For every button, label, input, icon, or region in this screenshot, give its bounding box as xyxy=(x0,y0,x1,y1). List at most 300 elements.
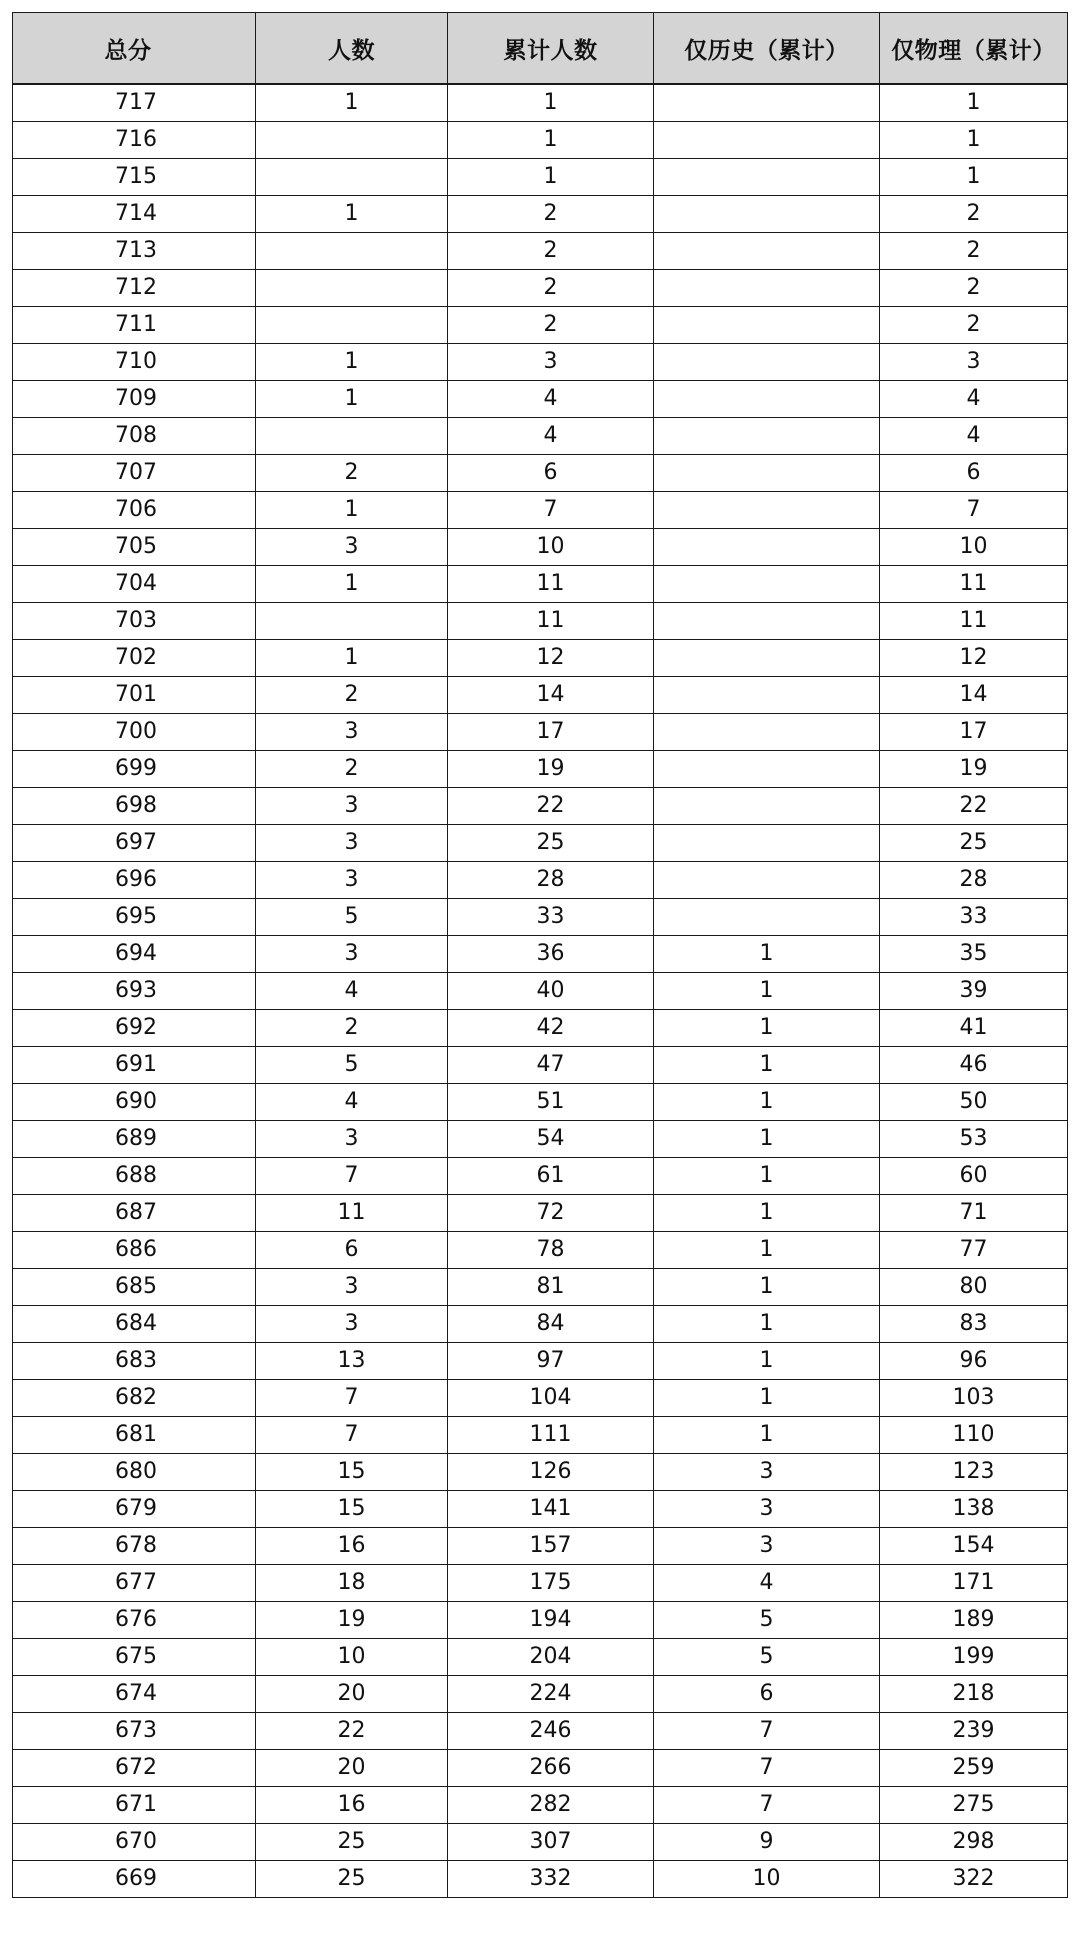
cell-cumulative-count: 40 xyxy=(448,973,654,1010)
header-history-only-cumulative: 仅历史（累计） xyxy=(654,13,880,85)
cell-cumulative-count: 28 xyxy=(448,862,654,899)
table-row xyxy=(13,1047,1068,1084)
cell-history-only-cumulative: 6 xyxy=(654,1676,880,1713)
cell-count: 2 xyxy=(256,677,448,714)
table-row xyxy=(13,270,1068,307)
cell-history-only-cumulative: 9 xyxy=(654,1824,880,1861)
cell-count: 11 xyxy=(256,1195,448,1232)
cell-total-score: 703 xyxy=(13,603,256,640)
cell-history-only-cumulative: 7 xyxy=(654,1713,880,1750)
table-row xyxy=(13,1528,1068,1565)
cell-history-only-cumulative xyxy=(654,677,880,714)
cell-physics-only-cumulative: 35 xyxy=(880,936,1068,973)
cell-history-only-cumulative xyxy=(654,344,880,381)
cell-physics-only-cumulative: 77 xyxy=(880,1232,1068,1269)
cell-history-only-cumulative: 1 xyxy=(654,1417,880,1454)
header-physics-only-cumulative: 仅物理（累计） xyxy=(880,13,1068,85)
table-row xyxy=(13,788,1068,825)
cell-total-score: 673 xyxy=(13,1713,256,1750)
table-row xyxy=(13,1750,1068,1787)
cell-total-score: 713 xyxy=(13,233,256,270)
cell-cumulative-count: 175 xyxy=(448,1565,654,1602)
cell-count: 18 xyxy=(256,1565,448,1602)
cell-cumulative-count: 307 xyxy=(448,1824,654,1861)
cell-physics-only-cumulative: 80 xyxy=(880,1269,1068,1306)
table-row xyxy=(13,1639,1068,1676)
cell-history-only-cumulative: 4 xyxy=(654,1565,880,1602)
cell-physics-only-cumulative: 17 xyxy=(880,714,1068,751)
cell-total-score: 686 xyxy=(13,1232,256,1269)
cell-count: 7 xyxy=(256,1380,448,1417)
cell-count: 3 xyxy=(256,529,448,566)
cell-count: 4 xyxy=(256,1084,448,1121)
table-row xyxy=(13,1121,1068,1158)
header-cumulative-count: 累计人数 xyxy=(448,13,654,85)
cell-count: 7 xyxy=(256,1417,448,1454)
cell-history-only-cumulative xyxy=(654,640,880,677)
cell-cumulative-count: 51 xyxy=(448,1084,654,1121)
cell-cumulative-count: 54 xyxy=(448,1121,654,1158)
cell-total-score: 717 xyxy=(13,84,256,122)
cell-total-score: 672 xyxy=(13,1750,256,1787)
cell-physics-only-cumulative: 1 xyxy=(880,122,1068,159)
table-row xyxy=(13,1343,1068,1380)
cell-cumulative-count: 25 xyxy=(448,825,654,862)
cell-count: 20 xyxy=(256,1676,448,1713)
cell-count xyxy=(256,159,448,196)
cell-physics-only-cumulative: 239 xyxy=(880,1713,1068,1750)
cell-total-score: 677 xyxy=(13,1565,256,1602)
cell-history-only-cumulative: 1 xyxy=(654,1084,880,1121)
cell-physics-only-cumulative: 7 xyxy=(880,492,1068,529)
cell-count: 2 xyxy=(256,751,448,788)
cell-history-only-cumulative: 7 xyxy=(654,1750,880,1787)
cell-history-only-cumulative xyxy=(654,825,880,862)
cell-count: 3 xyxy=(256,825,448,862)
table-row xyxy=(13,640,1068,677)
header-total-score: 总分 xyxy=(13,13,256,85)
cell-total-score: 714 xyxy=(13,196,256,233)
cell-physics-only-cumulative: 41 xyxy=(880,1010,1068,1047)
cell-count: 1 xyxy=(256,196,448,233)
cell-total-score: 676 xyxy=(13,1602,256,1639)
cell-physics-only-cumulative: 19 xyxy=(880,751,1068,788)
cell-total-score: 701 xyxy=(13,677,256,714)
cell-total-score: 691 xyxy=(13,1047,256,1084)
cell-physics-only-cumulative: 83 xyxy=(880,1306,1068,1343)
cell-count: 25 xyxy=(256,1861,448,1898)
cell-cumulative-count: 42 xyxy=(448,1010,654,1047)
cell-history-only-cumulative xyxy=(654,714,880,751)
table-row xyxy=(13,1158,1068,1195)
cell-total-score: 679 xyxy=(13,1491,256,1528)
cell-total-score: 674 xyxy=(13,1676,256,1713)
cell-total-score: 715 xyxy=(13,159,256,196)
cell-count: 3 xyxy=(256,788,448,825)
cell-physics-only-cumulative: 275 xyxy=(880,1787,1068,1824)
cell-physics-only-cumulative: 171 xyxy=(880,1565,1068,1602)
cell-total-score: 681 xyxy=(13,1417,256,1454)
cell-physics-only-cumulative: 154 xyxy=(880,1528,1068,1565)
table-row xyxy=(13,1602,1068,1639)
cell-history-only-cumulative xyxy=(654,862,880,899)
cell-physics-only-cumulative: 33 xyxy=(880,899,1068,936)
table-row xyxy=(13,492,1068,529)
table-row xyxy=(13,1010,1068,1047)
cell-history-only-cumulative: 5 xyxy=(654,1639,880,1676)
cell-cumulative-count: 1 xyxy=(448,159,654,196)
cell-history-only-cumulative: 1 xyxy=(654,1269,880,1306)
cell-count xyxy=(256,270,448,307)
cell-history-only-cumulative: 10 xyxy=(654,1861,880,1898)
cell-cumulative-count: 14 xyxy=(448,677,654,714)
cell-physics-only-cumulative: 14 xyxy=(880,677,1068,714)
header-row xyxy=(13,13,1068,85)
cell-total-score: 702 xyxy=(13,640,256,677)
table-row xyxy=(13,233,1068,270)
cell-count: 3 xyxy=(256,862,448,899)
table-row xyxy=(13,936,1068,973)
cell-physics-only-cumulative: 11 xyxy=(880,566,1068,603)
cell-history-only-cumulative: 7 xyxy=(654,1787,880,1824)
cell-physics-only-cumulative: 39 xyxy=(880,973,1068,1010)
cell-history-only-cumulative: 1 xyxy=(654,1158,880,1195)
table-row xyxy=(13,1787,1068,1824)
table-row xyxy=(13,159,1068,196)
cell-history-only-cumulative xyxy=(654,899,880,936)
cell-physics-only-cumulative: 2 xyxy=(880,233,1068,270)
cell-physics-only-cumulative: 123 xyxy=(880,1454,1068,1491)
cell-physics-only-cumulative: 60 xyxy=(880,1158,1068,1195)
table-row xyxy=(13,825,1068,862)
cell-total-score: 690 xyxy=(13,1084,256,1121)
cell-total-score: 683 xyxy=(13,1343,256,1380)
cell-physics-only-cumulative: 2 xyxy=(880,196,1068,233)
cell-cumulative-count: 6 xyxy=(448,455,654,492)
cell-cumulative-count: 12 xyxy=(448,640,654,677)
table-row xyxy=(13,677,1068,714)
cell-cumulative-count: 111 xyxy=(448,1417,654,1454)
cell-physics-only-cumulative: 50 xyxy=(880,1084,1068,1121)
cell-count: 2 xyxy=(256,455,448,492)
cell-count: 1 xyxy=(256,381,448,418)
cell-cumulative-count: 2 xyxy=(448,196,654,233)
cell-history-only-cumulative: 1 xyxy=(654,1047,880,1084)
cell-total-score: 685 xyxy=(13,1269,256,1306)
cell-count xyxy=(256,233,448,270)
cell-history-only-cumulative: 1 xyxy=(654,1380,880,1417)
cell-total-score: 711 xyxy=(13,307,256,344)
cell-cumulative-count: 157 xyxy=(448,1528,654,1565)
cell-count xyxy=(256,307,448,344)
table-row xyxy=(13,455,1068,492)
cell-physics-only-cumulative: 4 xyxy=(880,418,1068,455)
cell-total-score: 708 xyxy=(13,418,256,455)
cell-history-only-cumulative xyxy=(654,529,880,566)
cell-count: 1 xyxy=(256,640,448,677)
table-row xyxy=(13,1084,1068,1121)
cell-count: 6 xyxy=(256,1232,448,1269)
cell-physics-only-cumulative: 138 xyxy=(880,1491,1068,1528)
cell-cumulative-count: 1 xyxy=(448,122,654,159)
cell-history-only-cumulative: 3 xyxy=(654,1454,880,1491)
cell-cumulative-count: 224 xyxy=(448,1676,654,1713)
cell-cumulative-count: 266 xyxy=(448,1750,654,1787)
cell-total-score: 675 xyxy=(13,1639,256,1676)
table-row xyxy=(13,84,1068,122)
table-row xyxy=(13,307,1068,344)
cell-count: 3 xyxy=(256,936,448,973)
cell-history-only-cumulative xyxy=(654,196,880,233)
cell-total-score: 705 xyxy=(13,529,256,566)
cell-count: 1 xyxy=(256,566,448,603)
cell-history-only-cumulative: 1 xyxy=(654,973,880,1010)
cell-count: 4 xyxy=(256,973,448,1010)
cell-history-only-cumulative: 3 xyxy=(654,1528,880,1565)
cell-history-only-cumulative xyxy=(654,566,880,603)
table-row xyxy=(13,1861,1068,1898)
cell-cumulative-count: 282 xyxy=(448,1787,654,1824)
table-row xyxy=(13,973,1068,1010)
cell-history-only-cumulative: 1 xyxy=(654,1195,880,1232)
cell-cumulative-count: 97 xyxy=(448,1343,654,1380)
cell-count: 2 xyxy=(256,1010,448,1047)
table-row xyxy=(13,603,1068,640)
cell-total-score: 716 xyxy=(13,122,256,159)
cell-total-score: 699 xyxy=(13,751,256,788)
cell-total-score: 696 xyxy=(13,862,256,899)
cell-cumulative-count: 19 xyxy=(448,751,654,788)
cell-cumulative-count: 36 xyxy=(448,936,654,973)
cell-cumulative-count: 84 xyxy=(448,1306,654,1343)
cell-cumulative-count: 104 xyxy=(448,1380,654,1417)
cell-physics-only-cumulative: 11 xyxy=(880,603,1068,640)
cell-history-only-cumulative xyxy=(654,492,880,529)
header-count: 人数 xyxy=(256,13,448,85)
cell-physics-only-cumulative: 259 xyxy=(880,1750,1068,1787)
cell-cumulative-count: 2 xyxy=(448,233,654,270)
table-row xyxy=(13,1232,1068,1269)
cell-total-score: 669 xyxy=(13,1861,256,1898)
table-row xyxy=(13,344,1068,381)
cell-total-score: 710 xyxy=(13,344,256,381)
cell-total-score: 698 xyxy=(13,788,256,825)
cell-history-only-cumulative: 1 xyxy=(654,1343,880,1380)
cell-total-score: 704 xyxy=(13,566,256,603)
cell-cumulative-count: 246 xyxy=(448,1713,654,1750)
cell-history-only-cumulative xyxy=(654,603,880,640)
cell-physics-only-cumulative: 96 xyxy=(880,1343,1068,1380)
cell-total-score: 684 xyxy=(13,1306,256,1343)
cell-physics-only-cumulative: 199 xyxy=(880,1639,1068,1676)
cell-cumulative-count: 22 xyxy=(448,788,654,825)
cell-total-score: 693 xyxy=(13,973,256,1010)
table-row xyxy=(13,418,1068,455)
cell-cumulative-count: 10 xyxy=(448,529,654,566)
cell-physics-only-cumulative: 110 xyxy=(880,1417,1068,1454)
cell-cumulative-count: 2 xyxy=(448,307,654,344)
cell-total-score: 697 xyxy=(13,825,256,862)
cell-physics-only-cumulative: 25 xyxy=(880,825,1068,862)
cell-cumulative-count: 47 xyxy=(448,1047,654,1084)
cell-physics-only-cumulative: 103 xyxy=(880,1380,1068,1417)
cell-cumulative-count: 81 xyxy=(448,1269,654,1306)
table-row xyxy=(13,862,1068,899)
cell-history-only-cumulative xyxy=(654,418,880,455)
cell-history-only-cumulative: 1 xyxy=(654,1121,880,1158)
cell-history-only-cumulative: 1 xyxy=(654,936,880,973)
cell-physics-only-cumulative: 322 xyxy=(880,1861,1068,1898)
cell-total-score: 678 xyxy=(13,1528,256,1565)
cell-total-score: 707 xyxy=(13,455,256,492)
cell-physics-only-cumulative: 12 xyxy=(880,640,1068,677)
cell-cumulative-count: 4 xyxy=(448,381,654,418)
cell-physics-only-cumulative: 4 xyxy=(880,381,1068,418)
cell-count: 10 xyxy=(256,1639,448,1676)
cell-cumulative-count: 61 xyxy=(448,1158,654,1195)
cell-count: 22 xyxy=(256,1713,448,1750)
table-header xyxy=(13,13,1068,85)
cell-count: 3 xyxy=(256,1121,448,1158)
cell-history-only-cumulative xyxy=(654,84,880,122)
cell-physics-only-cumulative: 1 xyxy=(880,84,1068,122)
cell-physics-only-cumulative: 53 xyxy=(880,1121,1068,1158)
table-row xyxy=(13,1713,1068,1750)
cell-total-score: 700 xyxy=(13,714,256,751)
cell-physics-only-cumulative: 298 xyxy=(880,1824,1068,1861)
table-row xyxy=(13,1269,1068,1306)
cell-cumulative-count: 204 xyxy=(448,1639,654,1676)
cell-history-only-cumulative xyxy=(654,233,880,270)
table-body xyxy=(13,84,1068,1898)
cell-cumulative-count: 11 xyxy=(448,566,654,603)
cell-cumulative-count: 1 xyxy=(448,84,654,122)
table-row xyxy=(13,1676,1068,1713)
cell-physics-only-cumulative: 2 xyxy=(880,307,1068,344)
cell-history-only-cumulative xyxy=(654,307,880,344)
cell-count: 1 xyxy=(256,492,448,529)
cell-count: 19 xyxy=(256,1602,448,1639)
cell-cumulative-count: 7 xyxy=(448,492,654,529)
cell-count: 20 xyxy=(256,1750,448,1787)
cell-count: 15 xyxy=(256,1454,448,1491)
cell-cumulative-count: 3 xyxy=(448,344,654,381)
table-row xyxy=(13,381,1068,418)
cell-physics-only-cumulative: 71 xyxy=(880,1195,1068,1232)
cell-history-only-cumulative xyxy=(654,381,880,418)
cell-count: 3 xyxy=(256,1269,448,1306)
cell-physics-only-cumulative: 6 xyxy=(880,455,1068,492)
table-row xyxy=(13,529,1068,566)
cell-history-only-cumulative xyxy=(654,751,880,788)
table-row xyxy=(13,1306,1068,1343)
cell-cumulative-count: 194 xyxy=(448,1602,654,1639)
cell-total-score: 709 xyxy=(13,381,256,418)
cell-total-score: 682 xyxy=(13,1380,256,1417)
cell-count xyxy=(256,122,448,159)
cell-count: 16 xyxy=(256,1787,448,1824)
cell-physics-only-cumulative: 218 xyxy=(880,1676,1068,1713)
cell-count: 1 xyxy=(256,344,448,381)
table-row xyxy=(13,1454,1068,1491)
cell-cumulative-count: 4 xyxy=(448,418,654,455)
cell-total-score: 689 xyxy=(13,1121,256,1158)
table-row xyxy=(13,196,1068,233)
score-distribution-sheet xyxy=(12,12,1067,1898)
cell-history-only-cumulative: 1 xyxy=(654,1232,880,1269)
table-row xyxy=(13,566,1068,603)
cell-cumulative-count: 126 xyxy=(448,1454,654,1491)
cell-physics-only-cumulative: 3 xyxy=(880,344,1068,381)
cell-history-only-cumulative xyxy=(654,159,880,196)
cell-count: 1 xyxy=(256,84,448,122)
cell-count: 5 xyxy=(256,899,448,936)
table-row xyxy=(13,122,1068,159)
cell-cumulative-count: 332 xyxy=(448,1861,654,1898)
cell-total-score: 706 xyxy=(13,492,256,529)
table-row xyxy=(13,751,1068,788)
cell-count: 15 xyxy=(256,1491,448,1528)
cell-history-only-cumulative: 1 xyxy=(654,1010,880,1047)
cell-cumulative-count: 141 xyxy=(448,1491,654,1528)
cell-cumulative-count: 33 xyxy=(448,899,654,936)
cell-total-score: 695 xyxy=(13,899,256,936)
cell-physics-only-cumulative: 46 xyxy=(880,1047,1068,1084)
cell-physics-only-cumulative: 28 xyxy=(880,862,1068,899)
cell-physics-only-cumulative: 2 xyxy=(880,270,1068,307)
cell-count: 25 xyxy=(256,1824,448,1861)
table-row xyxy=(13,1195,1068,1232)
table-row xyxy=(13,1824,1068,1861)
cell-count xyxy=(256,603,448,640)
cell-physics-only-cumulative: 10 xyxy=(880,529,1068,566)
cell-count: 16 xyxy=(256,1528,448,1565)
cell-history-only-cumulative: 5 xyxy=(654,1602,880,1639)
cell-total-score: 692 xyxy=(13,1010,256,1047)
table-row xyxy=(13,1491,1068,1528)
cell-total-score: 670 xyxy=(13,1824,256,1861)
cell-total-score: 694 xyxy=(13,936,256,973)
cell-physics-only-cumulative: 22 xyxy=(880,788,1068,825)
cell-cumulative-count: 72 xyxy=(448,1195,654,1232)
score-distribution-table xyxy=(12,12,1068,1898)
cell-count xyxy=(256,418,448,455)
table-row xyxy=(13,714,1068,751)
cell-history-only-cumulative xyxy=(654,455,880,492)
cell-physics-only-cumulative: 189 xyxy=(880,1602,1068,1639)
table-row xyxy=(13,1565,1068,1602)
cell-history-only-cumulative xyxy=(654,270,880,307)
cell-total-score: 671 xyxy=(13,1787,256,1824)
cell-count: 7 xyxy=(256,1158,448,1195)
cell-total-score: 687 xyxy=(13,1195,256,1232)
cell-cumulative-count: 78 xyxy=(448,1232,654,1269)
cell-total-score: 712 xyxy=(13,270,256,307)
cell-history-only-cumulative xyxy=(654,122,880,159)
cell-history-only-cumulative xyxy=(654,788,880,825)
cell-total-score: 688 xyxy=(13,1158,256,1195)
cell-count: 3 xyxy=(256,1306,448,1343)
cell-count: 5 xyxy=(256,1047,448,1084)
table-row xyxy=(13,1417,1068,1454)
cell-cumulative-count: 2 xyxy=(448,270,654,307)
cell-count: 13 xyxy=(256,1343,448,1380)
cell-history-only-cumulative: 3 xyxy=(654,1491,880,1528)
cell-physics-only-cumulative: 1 xyxy=(880,159,1068,196)
table-row xyxy=(13,899,1068,936)
table-row xyxy=(13,1380,1068,1417)
cell-count: 3 xyxy=(256,714,448,751)
